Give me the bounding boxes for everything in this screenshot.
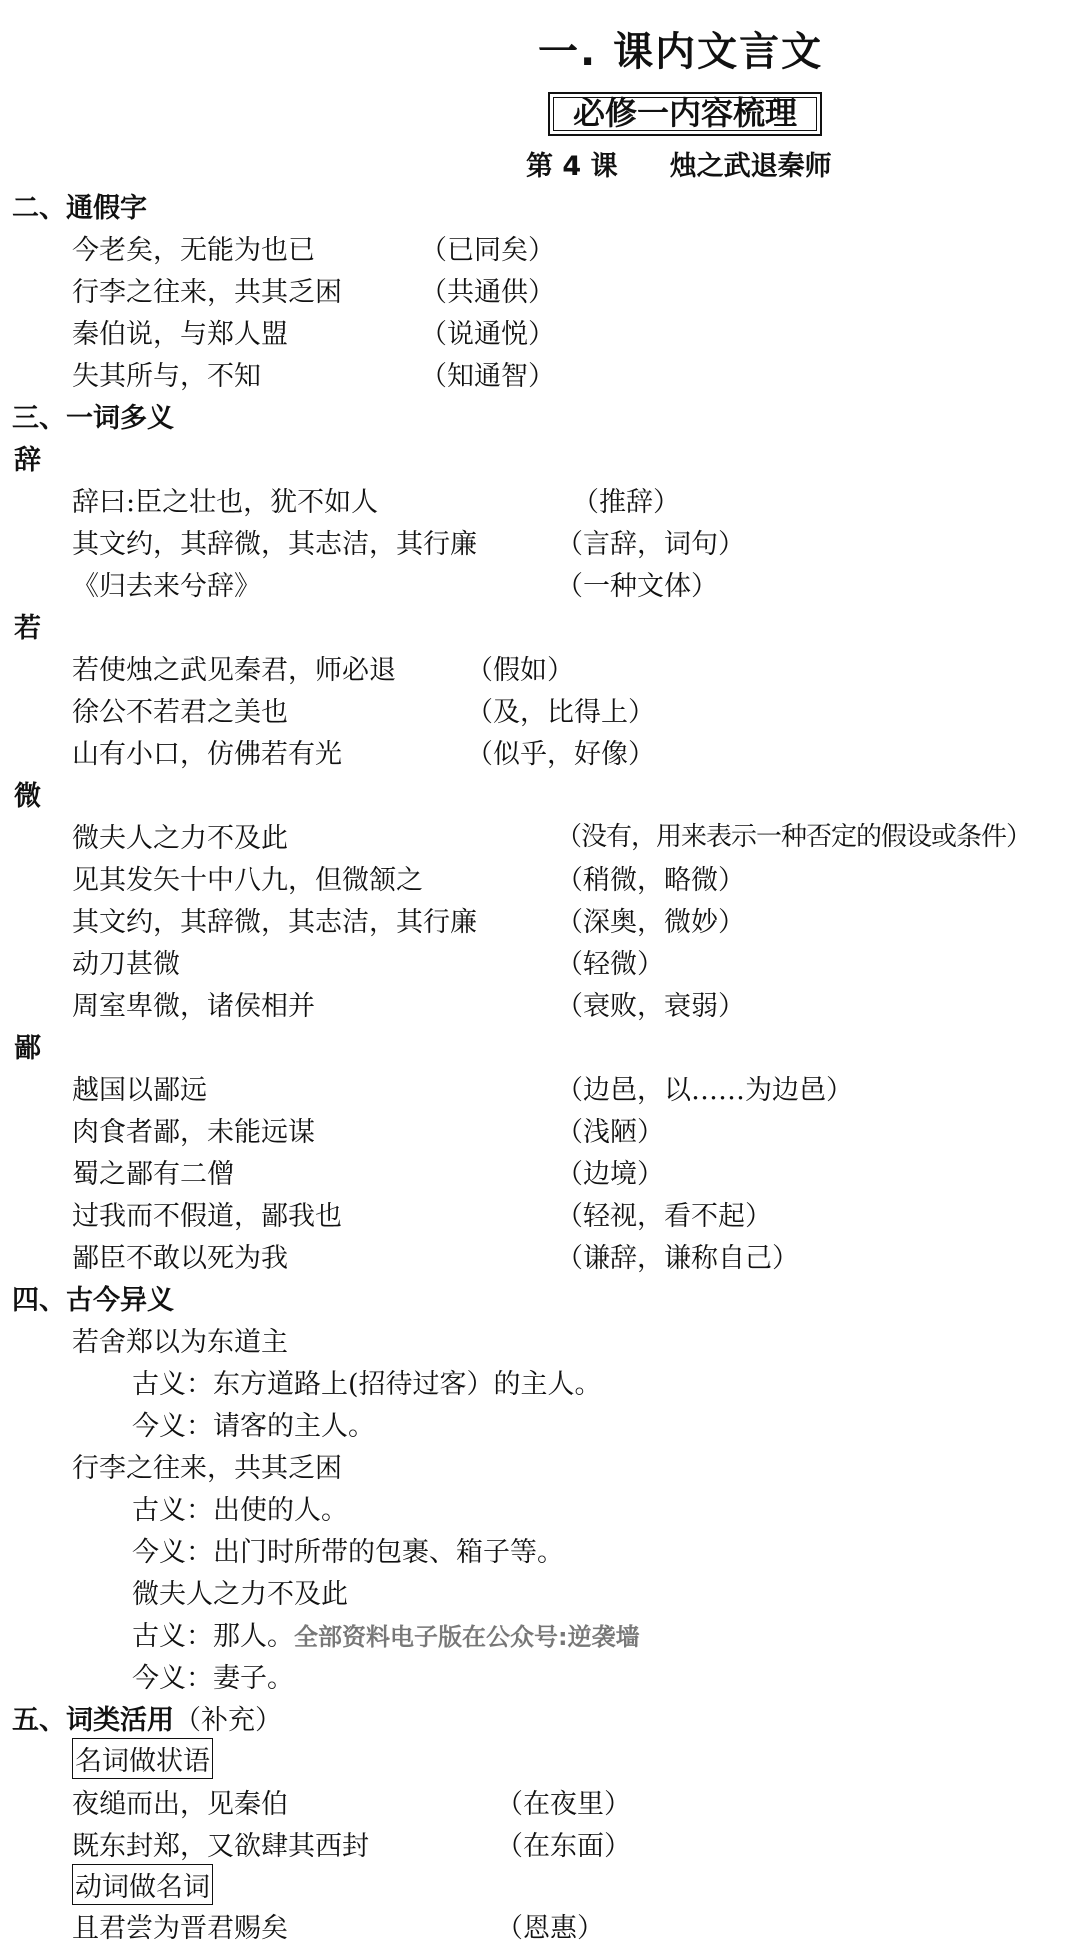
list-item-note: （衰败，衰弱）	[556, 991, 745, 1022]
list-item-note: （深奥，微妙）	[556, 907, 745, 938]
list-item: 今老矣，无能为也已	[72, 235, 315, 266]
modern-meaning: 今义：出门时所带的包裹、箱子等。	[132, 1537, 564, 1568]
list-item-note: （恩惠）	[496, 1913, 604, 1944]
list-item-note: （及，比得上）	[466, 697, 655, 728]
list-item: 若使烛之武见秦君，师必退	[72, 655, 396, 686]
lesson-heading	[526, 144, 832, 183]
section-heading-text: 五、词类活用	[12, 1705, 174, 1736]
list-item: 夜缒而出，见秦伯	[72, 1789, 288, 1820]
list-item: 鄙臣不敢以死为我	[72, 1243, 288, 1274]
section-heading-duoyi: 三、一词多义	[12, 403, 174, 434]
list-item-note: （言辞，词句）	[556, 529, 745, 560]
list-item: 微夫人之力不及此	[72, 823, 288, 854]
list-item: 周室卑微，诸侯相并	[72, 991, 315, 1022]
ancient-meaning-row	[132, 1614, 640, 1653]
list-item-note: （稍微，略微）	[556, 865, 745, 896]
list-item-note: （边境）	[556, 1159, 664, 1190]
list-item-note: （谦辞，谦称自己）	[556, 1243, 799, 1274]
list-item: 微夫人之力不及此	[132, 1579, 348, 1610]
ancient-meaning: 古义：东方道路上(招待过客）的主人。	[132, 1369, 602, 1400]
list-item: 山有小口，仿佛若有光	[72, 739, 342, 770]
word-label: 辞	[14, 445, 41, 476]
ancient-meaning: 古义：那人。	[132, 1621, 294, 1652]
list-item: 且君尝为晋君赐矣	[72, 1913, 288, 1944]
modern-meaning: 今义：妻子。	[132, 1663, 294, 1694]
lesson-number: 第 4 课	[526, 151, 618, 182]
list-item-note: （一种文体）	[556, 571, 718, 602]
list-item: 越国以鄙远	[72, 1075, 207, 1106]
list-item: 肉食者鄙，未能远谋	[72, 1117, 315, 1148]
list-item-note: （边邑，以……为边邑）	[556, 1075, 853, 1106]
list-item: 若舍郑以为东道主	[72, 1327, 288, 1358]
list-item-note: （知通智）	[420, 361, 555, 392]
list-item-note: （已同矣）	[420, 235, 555, 266]
ancient-meaning: 古义：出使的人。	[132, 1495, 348, 1526]
list-item: 过我而不假道，鄙我也	[72, 1201, 342, 1232]
lesson-title: 烛之武退秦师	[669, 151, 832, 182]
section-heading-note: （补充）	[174, 1705, 282, 1736]
list-item: 行李之往来，共其乏困	[72, 277, 342, 308]
list-item: 其文约，其辞微，其志洁，其行廉	[72, 907, 477, 938]
category-label: 动词做名词	[72, 1864, 213, 1905]
list-item-note: （说通悦）	[420, 319, 555, 350]
word-label: 鄙	[14, 1033, 41, 1064]
list-item-note: （在东面）	[496, 1831, 631, 1862]
watermark-text: 全部资料电子版在公众号:逆袭墙	[294, 1623, 640, 1651]
list-item-note: （轻视，看不起）	[556, 1201, 772, 1232]
word-label: 微	[14, 781, 41, 812]
list-item: 既东封郑，又欲肆其西封	[72, 1831, 369, 1862]
list-item: 见其发矢十中八九，但微颔之	[72, 865, 423, 896]
list-item-note: （轻微）	[556, 949, 664, 980]
list-item: 《归去来兮辞》	[72, 571, 261, 602]
list-item: 秦伯说，与郑人盟	[72, 319, 288, 350]
list-item-note: （在夜里）	[496, 1789, 631, 1820]
list-item-note: （似乎，好像）	[466, 739, 655, 770]
section-heading-gujin: 四、古今异义	[12, 1285, 174, 1316]
subtitle-box	[548, 92, 822, 136]
list-item: 动刀甚微	[72, 949, 180, 980]
list-item: 失其所与，不知	[72, 361, 261, 392]
list-item-note: （推辞）	[572, 487, 680, 518]
list-item: 行李之往来，共其乏困	[72, 1453, 342, 1484]
list-item: 徐公不若君之美也	[72, 697, 288, 728]
category-label: 名词做状语	[72, 1738, 213, 1779]
list-item-note: （浅陋）	[556, 1117, 664, 1148]
list-item: 蜀之鄙有二僧	[72, 1159, 234, 1190]
list-item: 辞曰:臣之壮也，犹不如人	[72, 487, 379, 518]
section-heading-tongjia: 二、通假字	[12, 193, 147, 224]
word-label: 若	[14, 613, 41, 644]
list-item-note: （共通供）	[420, 277, 555, 308]
list-item-note: （假如）	[466, 655, 574, 686]
page-title: 一. 课内文言文	[538, 29, 824, 75]
subtitle: 必修一内容梳理	[572, 94, 797, 132]
list-item-note: （没有，用来表示一种否定的假设或条件）	[556, 822, 1032, 852]
section-heading-huoyong	[12, 1698, 282, 1737]
list-item: 其文约，其辞微，其志洁，其行廉	[72, 529, 477, 560]
modern-meaning: 今义：请客的主人。	[132, 1411, 375, 1442]
